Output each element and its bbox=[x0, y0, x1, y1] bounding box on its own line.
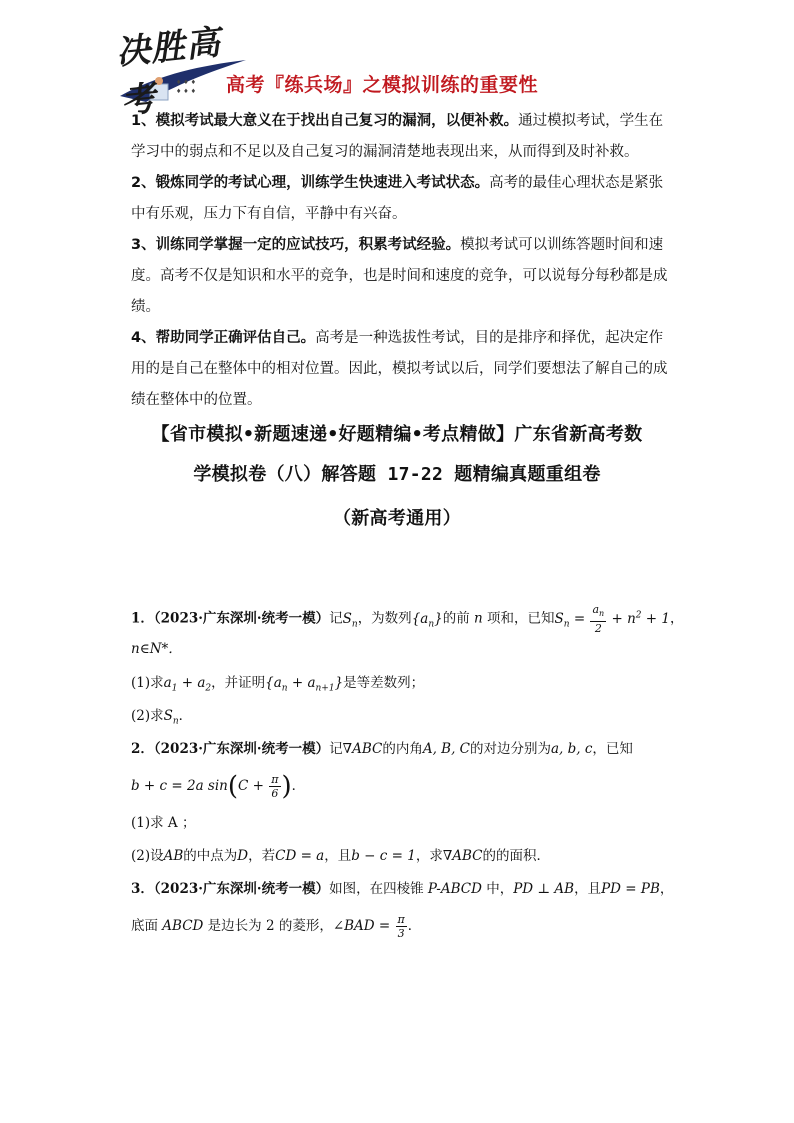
q2-math-CDa: CD = a bbox=[275, 848, 325, 864]
q1-part-2-text: ． bbox=[178, 708, 193, 724]
q2-part-2 bbox=[131, 840, 671, 872]
intro-paragraph-3 bbox=[131, 230, 671, 323]
q3-math-ABCD: ABCD bbox=[158, 918, 208, 934]
q3-text: 中， bbox=[486, 881, 514, 897]
questions-section bbox=[131, 598, 684, 946]
q1-part-1-text: (1)求 bbox=[131, 675, 164, 691]
q2-number: 2． bbox=[131, 741, 154, 757]
q1-math-an-seq: $\{a_n\}$ bbox=[411, 610, 443, 630]
q2-math-angles: A, B, C bbox=[422, 741, 470, 757]
intro-2-text: 高考的最佳心理状态是紧张中有乐观，压力下有自信，平静中有兴奋。 bbox=[131, 175, 664, 222]
q3-line-2 bbox=[131, 906, 671, 946]
q1-number: 1． bbox=[131, 610, 154, 627]
svg-text:♦ ♦ ♦: ♦ ♦ ♦ bbox=[176, 79, 196, 86]
q1-line-1 bbox=[131, 598, 684, 635]
q3-math-pyramid: P-ABCD bbox=[423, 881, 487, 897]
svg-text:♦ ♦ ♦: ♦ ♦ ♦ bbox=[176, 88, 196, 95]
q1-text: ，为数列 bbox=[357, 610, 412, 627]
q2-text: 的对边分别为 bbox=[470, 741, 551, 757]
q2-part-2-text: 的中点为 bbox=[183, 848, 238, 864]
q2-text: 的内角 bbox=[382, 741, 423, 757]
q2-source: （2023·广东深圳·统考一模） bbox=[153, 741, 330, 757]
q3-line-1 bbox=[131, 872, 674, 906]
intro-1-bold: 1、模拟考试最大意义在于找出自己复习的漏洞，以便补救。 bbox=[131, 113, 519, 129]
q2-part-2-text: (2)设 bbox=[131, 848, 164, 864]
question-1 bbox=[131, 598, 684, 732]
q2-part-1: (1)求 A ； bbox=[131, 815, 196, 831]
q1-part-2 bbox=[131, 700, 671, 732]
q2-part-2-text: ，且 bbox=[324, 848, 352, 864]
q2-line-2-formula: b + c = 2a sin(C + $\frac{\pi}{6}$ )． bbox=[131, 771, 306, 802]
intro-4-text: 高考是一种选拔性考试，目的是排序和择优，起决定作用的是自己在整体中的相对位置。因此，模拟考试以后，同学们要想法了解自己的成绩在整体中的位置。 bbox=[131, 330, 668, 408]
q1-part-1-text: 是等差数列； bbox=[343, 675, 425, 691]
q1-math-Sn: $S_n$ bbox=[342, 610, 358, 630]
q1-text: 记 bbox=[329, 610, 343, 627]
q2-math-sides: a, b, c bbox=[551, 741, 593, 757]
q3-text: 如图，在四棱锥 bbox=[329, 881, 424, 897]
q2-math-triangle-2: ∇ABC bbox=[442, 848, 483, 864]
q2-part-2-text: ，若 bbox=[248, 848, 276, 864]
q1-part-1-math-a1a2: $a_1 + a_2$ bbox=[163, 675, 212, 694]
exam-title-line-2: 学模拟卷（八）解答题 17-22 题精编真题重组卷 bbox=[193, 464, 601, 485]
q3-line-2-text: 底面 bbox=[131, 918, 158, 934]
q2-text: ，已知 bbox=[592, 741, 633, 757]
q1-text: ， bbox=[669, 610, 684, 627]
intro-paragraph-1 bbox=[131, 106, 671, 168]
intro-3-text: 模拟考试可以训练答题时间和速度。高考不仅是知识和水平的竞争，也是时间和速度的竞争，可以说每分每秒都是成绩。 bbox=[131, 237, 668, 315]
q3-math-angle: ∠BAD = $\frac{\pi}{3}$ bbox=[332, 913, 405, 940]
q1-line-2: n∈N*． bbox=[131, 641, 182, 657]
intro-2-bold: 2、锻炼同学的考试心理，训练学生快速进入考试状态。 bbox=[131, 175, 490, 191]
q2-part-2-text: 的的面积． bbox=[482, 848, 551, 864]
q1-source: （2023·广东深圳·统考一模） bbox=[153, 610, 330, 627]
q3-number: 3． bbox=[131, 881, 154, 897]
q3-text: ， bbox=[659, 881, 674, 897]
q1-part-2-math-Sn: $S_n$ bbox=[163, 708, 179, 727]
q2-line-1 bbox=[131, 732, 671, 766]
q1-text: 的前 bbox=[442, 610, 470, 627]
header-title: 高考『练兵场』之模拟训练的重要性 bbox=[226, 74, 539, 96]
q2-math-bc: b − c = 1 bbox=[351, 848, 416, 864]
q2-math-triangle: ∇ABC bbox=[342, 741, 383, 757]
q2-text: 记 bbox=[329, 741, 343, 757]
intro-section bbox=[131, 106, 671, 416]
intro-3-bold: 3、训练同学掌握一定的应试技巧，积累考试经验。 bbox=[131, 237, 461, 253]
q2-math-AB: AB bbox=[163, 848, 184, 864]
q1-math-n: n bbox=[469, 610, 487, 627]
exam-title-line-1: 【省市模拟•新题速递•好题精编•考点精做】广东省新高考数 bbox=[151, 424, 643, 445]
q1-math-formula: $S_n$ = $\frac{a_n}{2}$ + $n^2 + 1$ bbox=[554, 603, 670, 635]
intro-paragraph-2 bbox=[131, 168, 671, 230]
logo-text: 决胜高考 bbox=[114, 22, 223, 122]
q3-math-eq: PD = PB bbox=[601, 881, 660, 897]
q3-line-2-text: ． bbox=[407, 918, 422, 934]
intro-paragraph-4 bbox=[131, 323, 671, 416]
q3-source: （2023·广东深圳·统考一模） bbox=[153, 881, 330, 897]
q2-part-2-text: ，求 bbox=[415, 848, 443, 864]
intro-4-bold: 4、帮助同学正确评估自己。 bbox=[131, 330, 316, 346]
exam-title bbox=[100, 415, 694, 539]
q3-text: ，且 bbox=[574, 881, 602, 897]
intro-1-text: 通过模拟考试，学生在学习中的弱点和不足以及自己复习的漏洞清楚地表现出来，从而得到及时补救。 bbox=[131, 113, 664, 160]
exam-title-line-3: （新高考通用） bbox=[332, 508, 462, 529]
q2-math-D: D bbox=[237, 848, 249, 864]
q1-part-2-text: (2)求 bbox=[131, 708, 164, 724]
q1-part-1-math-seq: $\{a_n + a_{n+1}\}$ bbox=[265, 675, 344, 694]
q1-part-1-text: ，并证明 bbox=[211, 675, 266, 691]
question-3 bbox=[131, 872, 674, 946]
q1-text: 项和，已知 bbox=[487, 610, 555, 627]
question-2 bbox=[131, 732, 671, 872]
q3-line-2-text: 是边长为 2 的菱形， bbox=[207, 918, 333, 934]
q3-math-perp: PD ⊥ AB bbox=[513, 881, 575, 897]
q1-part-1 bbox=[131, 666, 671, 700]
